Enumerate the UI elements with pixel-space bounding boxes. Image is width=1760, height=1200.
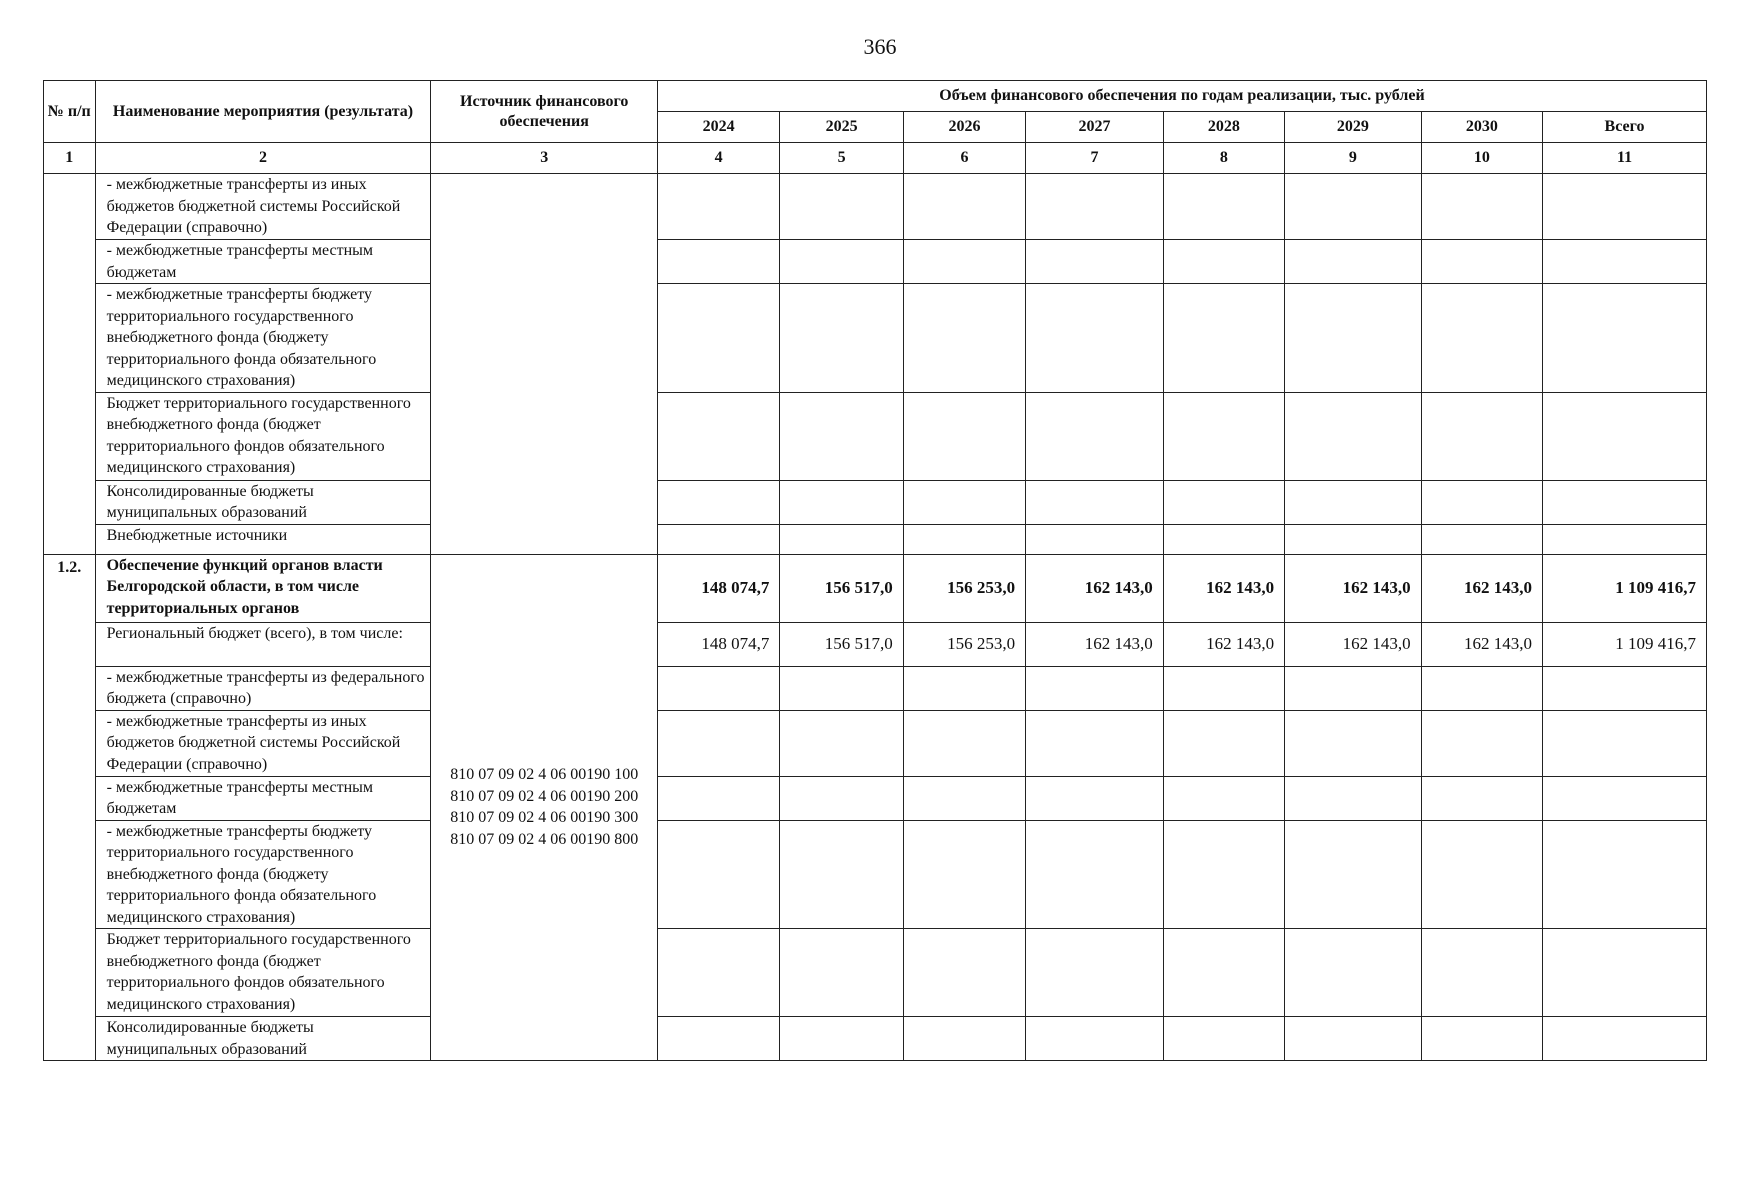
column-index: 2 xyxy=(95,143,431,174)
value-cell: 148 074,7 xyxy=(657,622,779,666)
value-cell: 162 143,0 xyxy=(1421,554,1542,622)
row-label: - межбюджетные трансферты из иных бюджетов бюджетной системы Российской Федерации (справочно) xyxy=(95,174,431,240)
value-cell: 156 517,0 xyxy=(780,554,903,622)
header-total: Всего xyxy=(1543,112,1707,143)
row-label: Региональный бюджет (всего), в том числе: xyxy=(95,622,431,666)
header-year: 2027 xyxy=(1026,112,1164,143)
header-year: 2029 xyxy=(1285,112,1422,143)
row-number xyxy=(44,174,96,555)
row-number: 1.2. xyxy=(44,554,96,1061)
value-cell: 1 109 416,7 xyxy=(1543,554,1707,622)
header-source: Источник финансового обеспечения xyxy=(431,81,658,143)
value-cell: 162 143,0 xyxy=(1163,554,1284,622)
value-cell: 162 143,0 xyxy=(1026,554,1164,622)
value-cell: 162 143,0 xyxy=(1421,622,1542,666)
row-label: - межбюджетные трансферты из федерального бюджета (справочно) xyxy=(95,666,431,710)
header-year: 2028 xyxy=(1163,112,1284,143)
header-name: Наименование мероприятия (результата) xyxy=(95,81,431,143)
header-year: 2030 xyxy=(1421,112,1542,143)
header-year: 2026 xyxy=(903,112,1025,143)
row-label: - межбюджетные трансферты местным бюджетам xyxy=(95,776,431,820)
column-index: 1 xyxy=(44,143,96,174)
row-label: - межбюджетные трансферты местным бюджетам xyxy=(95,240,431,284)
column-index: 9 xyxy=(1285,143,1422,174)
column-index: 6 xyxy=(903,143,1025,174)
row-label: Консолидированные бюджеты муниципальных образований xyxy=(95,480,431,524)
row-label: - межбюджетные трансферты бюджету территориального государственного внебюджетного фонда (бюджету территориального фонда обязательного медицинского страхования) xyxy=(95,284,431,393)
header-year: 2025 xyxy=(780,112,903,143)
column-index: 7 xyxy=(1026,143,1164,174)
value-cell: 1 109 416,7 xyxy=(1543,622,1707,666)
value-cell: 162 143,0 xyxy=(1285,622,1422,666)
row-label: Бюджет территориального государственного внебюджетного фонда (бюджет территориального фондов обязательного медицинского страхования) xyxy=(95,929,431,1017)
column-index: 11 xyxy=(1543,143,1707,174)
column-index: 3 xyxy=(431,143,658,174)
source-codes: 810 07 09 02 4 06 00190 100 810 07 09 02 4 06 00190 200 810 07 09 02 4 06 00190 300 810 07 09 02 4 06 00190 800 xyxy=(431,554,658,1061)
row-label: - межбюджетные трансферты из иных бюджетов бюджетной системы Российской Федерации (справочно) xyxy=(95,710,431,776)
row-title: Обеспечение функций органов власти Белгородской области, в том числе территориальных органов xyxy=(95,554,431,622)
financing-table xyxy=(43,80,1707,1061)
value-cell: 156 253,0 xyxy=(903,622,1025,666)
header-year: 2024 xyxy=(657,112,779,143)
value-cell: 156 253,0 xyxy=(903,554,1025,622)
column-index: 4 xyxy=(657,143,779,174)
row-label: Внебюджетные источники xyxy=(95,524,431,554)
header-number: № п/п xyxy=(44,81,96,143)
value-cell: 156 517,0 xyxy=(780,622,903,666)
header-volume: Объем финансового обеспечения по годам реализации, тыс. рублей xyxy=(657,81,1706,112)
column-index: 10 xyxy=(1421,143,1542,174)
value-cell: 162 143,0 xyxy=(1285,554,1422,622)
value-cell: 162 143,0 xyxy=(1026,622,1164,666)
value-cell: 148 074,7 xyxy=(657,554,779,622)
row-label: Консолидированные бюджеты муниципальных образований xyxy=(95,1017,431,1061)
row-label: - межбюджетные трансферты бюджету территориального государственного внебюджетного фонда (бюджету территориального фонда обязательного медицинского страхования) xyxy=(95,820,431,929)
row-label: Бюджет территориального государственного внебюджетного фонда (бюджет территориального фондов обязательного медицинского страхования) xyxy=(95,392,431,480)
source-cell xyxy=(431,174,658,555)
column-index: 8 xyxy=(1163,143,1284,174)
page-number: 366 xyxy=(863,34,897,59)
column-index: 5 xyxy=(780,143,903,174)
value-cell: 162 143,0 xyxy=(1163,622,1284,666)
